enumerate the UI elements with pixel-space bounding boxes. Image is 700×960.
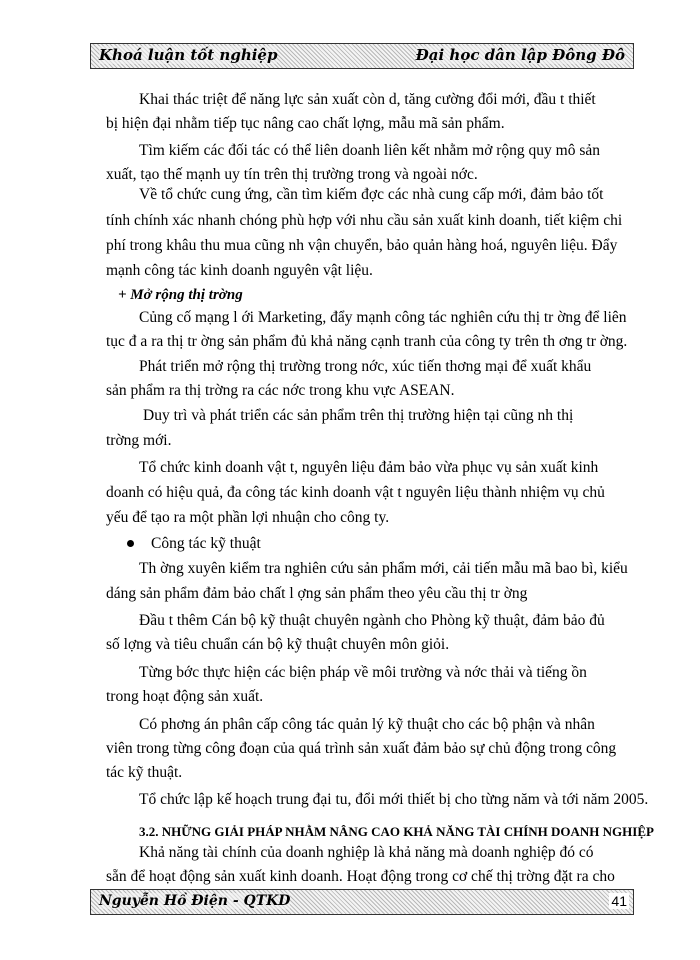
text-line: trờng mới.	[106, 432, 172, 449]
text-line: phí trong khâu thu mua cũng nh vận chuyển, bảo quản hàng hoá, nguyên liệu. Đẩy	[106, 237, 618, 254]
text-line: trong hoạt động sản xuất.	[106, 688, 264, 705]
page-footer	[90, 889, 634, 915]
text-line: Tổ chức kinh doanh vật t, nguyên liệu đảm bảo vừa phục vụ sản xuất kinh	[139, 459, 599, 476]
text-line: Phát triển mở rộng thị trường trong nớc, xúc tiến thơng mại để xuất khẩu	[139, 358, 592, 375]
text-line: xuất, tạo thế mạnh uy tín trên thị trường trong và ngoài nớc.	[106, 166, 478, 183]
text-line: Từng bớc thực hiện các biện pháp về môi trường và nớc thải và tiếng ồn	[139, 664, 587, 681]
page-header	[90, 43, 634, 69]
page-number: 41	[611, 893, 627, 909]
text-line: tác kỹ thuật.	[106, 764, 183, 781]
text-line: yếu để tạo ra một phần lợi nhuận cho công ty.	[106, 509, 390, 526]
text-line: Củng cố mạng l ới Marketing, đẩy mạnh công tác nghiên cứu thị tr ờng để liên	[139, 309, 627, 326]
subheading-market-expansion: + Mở rộng thị trờng	[118, 287, 243, 303]
bullet-icon	[127, 540, 134, 547]
text-line: Về tổ chức cung ứng, cần tìm kiếm đợc các nhà cung cấp mới, đảm bảo tốt	[139, 186, 604, 203]
text-line: Tìm kiếm các đối tác có thể liên doanh liên kết nhằm mở rộng quy mô sản	[139, 142, 601, 159]
text-line: Duy trì và phát triển các sản phẩm trên thị trường hiện tại cũng nh thị	[143, 407, 574, 424]
section-heading: 3.2. NHỮNG GIẢI PHÁP NHẰM NÂNG CAO KHẢ NĂNG TÀI CHÍNH DOANH NGHIỆP	[139, 824, 654, 839]
text-line: Th ờng xuyên kiểm tra nghiên cứu sản phẩm mới, cải tiến mẫu mã bao bì, kiểu	[139, 560, 628, 577]
text-line: Đầu t thêm Cán bộ kỹ thuật chuyên ngành cho Phòng kỹ thuật, đảm bảo đủ	[139, 612, 605, 629]
text-line: viên trong từng công đoạn của quá trình sản xuất đảm bảo sự chủ động trong công	[106, 740, 617, 757]
text-line: Có phơng án phân cấp công tác quản lý kỹ thuật cho các bộ phận và nhân	[139, 716, 595, 733]
text-line: số lợng và tiêu chuẩn cán bộ kỹ thuật chuyên môn giỏi.	[106, 636, 450, 653]
text-line: bị hiện đại nhằm tiếp tục nâng cao chất lợng, mẫu mã sản phẩm.	[106, 115, 505, 132]
text-line: Khả năng tài chính của doanh nghiệp là khả năng mà doanh nghiệp đó có	[139, 844, 594, 861]
text-line: mạnh công tác kinh doanh nguyên vật liệu.	[106, 262, 373, 279]
header-university-label: Đại học dân lập Đông Đô	[415, 46, 625, 64]
subheading-technical-work: Công tác kỹ thuật	[151, 535, 261, 552]
footer-author-label: Nguyễn Hồ Điện - QTKD	[99, 893, 291, 909]
text-line: dáng sản phẩm đảm bảo chất l ợng sản phẩm theo yêu cầu thị tr ờng	[106, 585, 528, 602]
text-line: Khai thác triệt để năng lực sản xuất còn d, tăng cường đổi mới, đầu t thiết	[139, 91, 596, 108]
header-thesis-label: Khoá luận tốt nghiệp	[99, 46, 278, 64]
text-line: sẵn để hoạt động sản xuất kinh doanh. Hoạt động trong cơ chế thị trờng đặt ra cho	[106, 868, 615, 885]
text-line: doanh có hiệu quả, đa công tác kinh doanh vật t nguyên liệu thành nhiệm vụ chủ	[106, 484, 605, 501]
text-line: sản phẩm ra thị trờng ra các nớc trong khu vực ASEAN.	[106, 382, 455, 399]
text-line: tính chính xác nhanh chóng phù hợp với nhu cầu sản xuất kinh doanh, tiết kiệm chi	[106, 212, 623, 229]
text-line: tục đ a ra thị tr ờng sản phẩm đủ khả năng cạnh tranh của công ty trên th ơng tr ờng.	[106, 333, 628, 350]
text-line: Tổ chức lập kế hoạch trung đại tu, đổi mới thiết bị cho từng năm và tới năm 2005.	[139, 791, 649, 808]
